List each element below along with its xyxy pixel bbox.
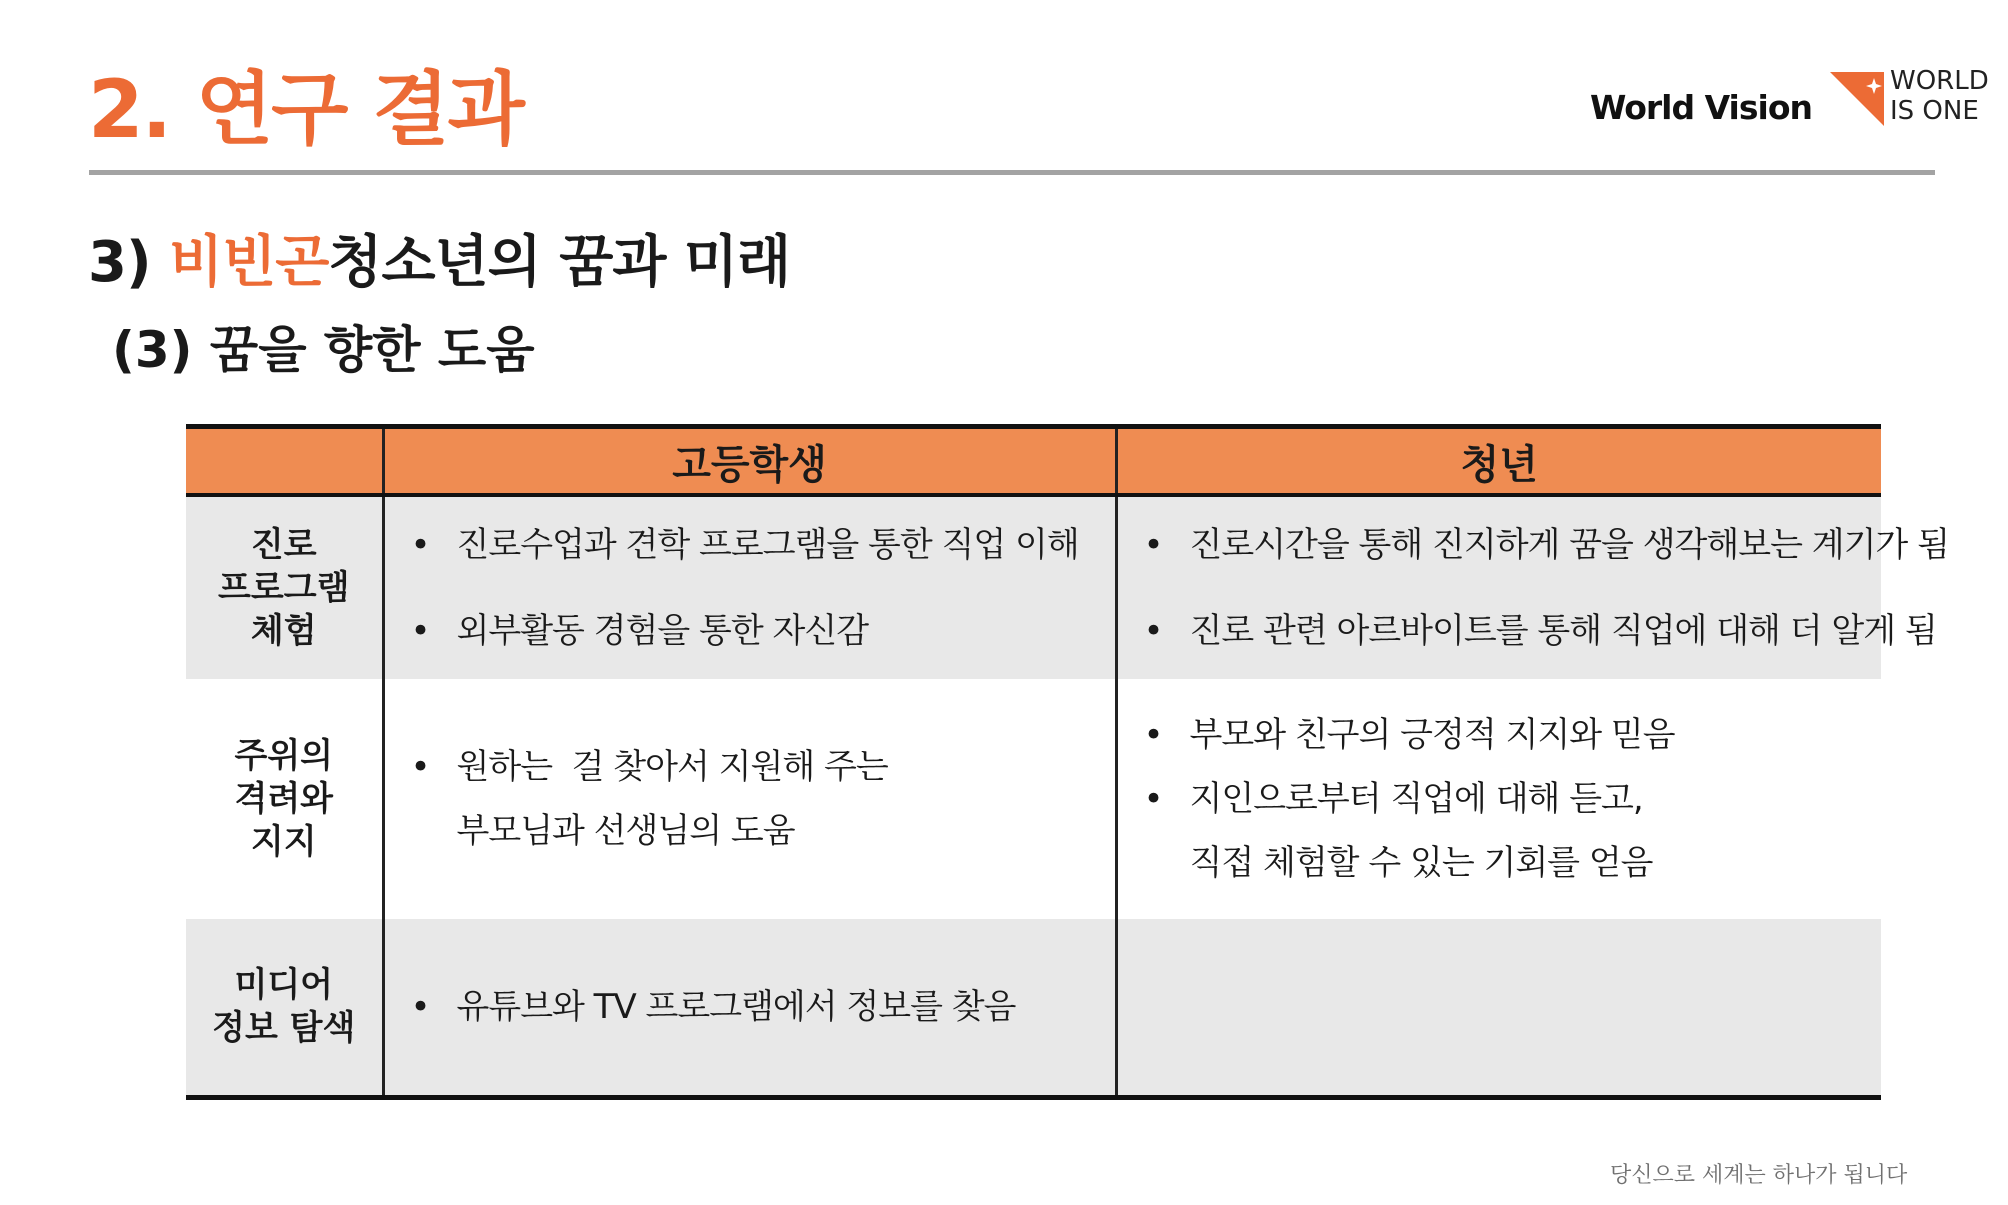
row-label-line: 정보 탐색 — [212, 1007, 356, 1048]
table-row — [186, 495, 1881, 679]
row-label-line: 프로그램 — [218, 567, 350, 608]
section-number: 3) — [88, 230, 151, 295]
high-school-cell — [383, 495, 1116, 679]
row-label-line: 미디어 — [234, 964, 334, 1005]
logo-tagline — [1840, 66, 1989, 126]
comparison-table — [186, 424, 1949, 1100]
row-label — [186, 679, 383, 919]
logo-tagline-line1: WORLD — [1890, 66, 1989, 96]
section-highlight: 비빈곤 — [169, 230, 329, 295]
bullet-list — [385, 985, 1115, 1029]
row-label — [186, 495, 383, 679]
youth-cell — [1116, 495, 1949, 679]
title-divider — [89, 170, 1935, 175]
bullet-item: • 진로수업과 견학 프로그램을 통한 직업 이해 — [411, 523, 1115, 567]
header-cell-empty — [186, 427, 383, 496]
row-label-line: 격려와 — [234, 778, 334, 819]
bullet-item-continuation: 부모님과 선생님의 도움 — [456, 811, 795, 851]
youth-cell-empty — [1116, 919, 1881, 1097]
table-header-row — [186, 427, 1881, 496]
page-title: 2. 연구 결과 — [88, 63, 523, 156]
bullet-list — [385, 745, 1115, 853]
bullet-item: • 원하는 걸 찾아서 지원해 주는 — [411, 745, 1115, 789]
header-cell-high-school: 고등학생 — [383, 427, 1116, 496]
high-school-cell — [383, 679, 1116, 919]
footer-slogan: 당신으로 세계는 하나가 됩니다 — [1610, 1163, 1908, 1188]
row-label-line: 주위의 — [234, 735, 334, 776]
bullet-list — [1118, 713, 1882, 885]
section-heading — [88, 228, 790, 298]
youth-cell — [1116, 679, 1881, 919]
table-row — [186, 679, 1881, 919]
row-label-line: 체험 — [250, 610, 317, 651]
bullet-item: • 부모와 친구의 긍정적 지지와 믿음 — [1144, 713, 1882, 757]
subsection-heading: (3) 꿈을 향한 도움 — [112, 321, 535, 379]
bullet-list — [1118, 523, 1949, 653]
row-label-line: 진로 — [250, 524, 317, 565]
world-vision-logo — [1590, 66, 1989, 136]
table-row — [186, 919, 1881, 1097]
bullet-item-continuation: 직접 체험할 수 있는 기회를 얻음 — [1189, 843, 1653, 883]
logo-brand-text: World Vision — [1590, 88, 1812, 127]
header-cell-youth: 청년 — [1116, 427, 1881, 496]
bullet-item: • 진로 관련 아르바이트를 통해 직업에 대해 더 알게 됨 — [1144, 609, 1882, 653]
bullet-item: • 지인으로부터 직업에 대해 듣고, — [1144, 777, 1882, 821]
row-label-line: 지지 — [250, 821, 317, 862]
bullet-item: • 유튜브와 TV 프로그램에서 정보를 찾음 — [411, 985, 1115, 1029]
bullet-item: • 외부활동 경험을 통한 자신감 — [411, 609, 1115, 653]
row-label — [186, 919, 383, 1097]
high-school-cell — [383, 919, 1116, 1097]
bullet-list — [385, 523, 1115, 653]
bullet-item: • 진로시간을 통해 진지하게 꿈을 생각해보는 계기가 됨 — [1144, 523, 1882, 567]
logo-tagline-line2: IS ONE — [1890, 96, 1979, 126]
section-heading-rest: 청소년의 꿈과 미래 — [328, 230, 791, 295]
